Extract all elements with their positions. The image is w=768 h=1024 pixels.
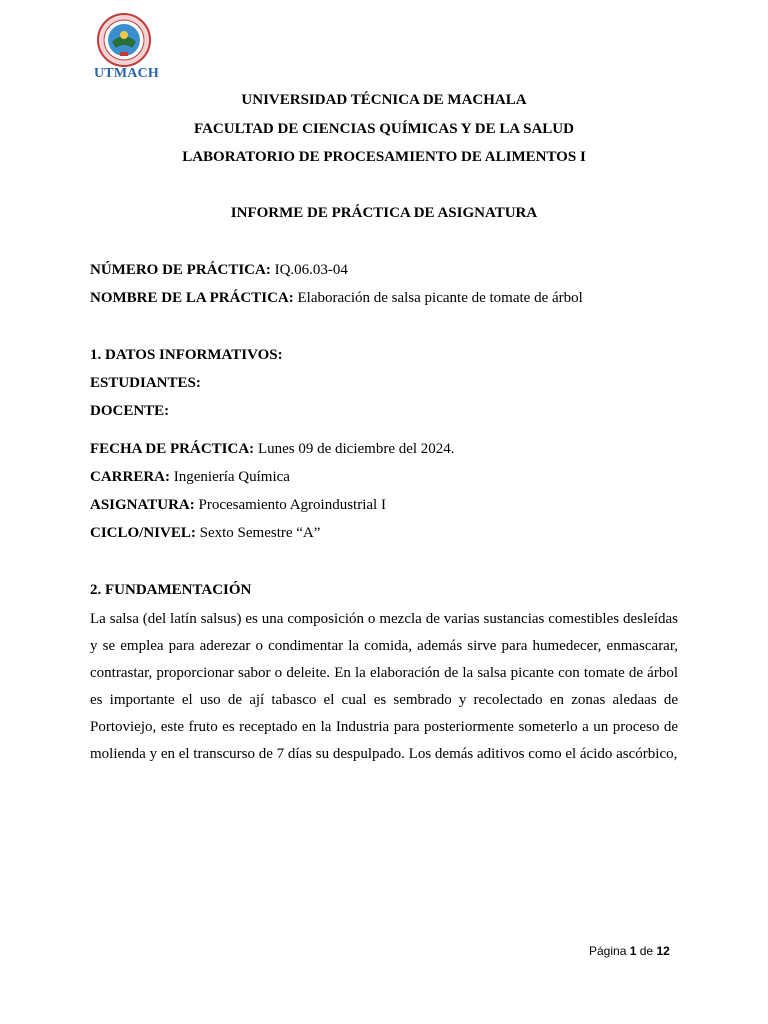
- subject: [90, 497, 386, 514]
- university-name: UNIVERSIDAD TÉCNICA DE MACHALA: [241, 92, 527, 108]
- practice-number-value: IQ.06.03-04: [270, 262, 348, 278]
- practice-number-label: NÚMERO DE PRÁCTICA:: [90, 262, 271, 278]
- career-value: Ingeniería Química: [170, 469, 290, 485]
- practice-number: [90, 262, 348, 279]
- fundamentation-paragraph: [90, 606, 678, 768]
- page-word: Página: [589, 944, 627, 958]
- subject-label: ASIGNATURA:: [90, 497, 195, 513]
- paragraph-line: molienda y en el transcurso de 7 días su despulpado. Los demás aditivos como el ácido ascórbico,: [90, 746, 678, 762]
- section-2-heading: 2. FUNDAMENTACIÓN: [90, 582, 252, 598]
- cycle-level: [90, 525, 320, 542]
- logo-text: UTMACH: [94, 66, 159, 81]
- practice-date: [90, 441, 455, 458]
- report-title: INFORME DE PRÁCTICA DE ASIGNATURA: [230, 205, 538, 221]
- current-page: 1: [629, 944, 637, 958]
- paragraph-line: contrastar, proporcionar sabor o deleite. En la elaboración de la salsa picante con tomate de árbol: [90, 665, 678, 681]
- students-label: ESTUDIANTES:: [90, 375, 201, 391]
- career: [90, 469, 290, 486]
- practice-name: [90, 290, 583, 307]
- paragraph-line: Portoviejo, este fruto es receptado en la Industria para posteriormente someterlo a un proceso de: [90, 719, 678, 735]
- cycle-value: Sexto Semestre “A”: [195, 525, 321, 541]
- practice-date-label: FECHA DE PRÁCTICA:: [90, 441, 255, 457]
- subject-value: Procesamiento Agroindustrial I: [194, 497, 386, 513]
- practice-name-value: Elaboración de salsa picante de tomate de árbol: [293, 290, 583, 306]
- total-pages: 12: [656, 944, 670, 958]
- career-label: CARRERA:: [90, 469, 170, 485]
- practice-name-label: NOMBRE DE LA PRÁCTICA:: [90, 290, 294, 306]
- section-1-heading: 1. DATOS INFORMATIVOS:: [90, 347, 283, 363]
- faculty-name: FACULTAD DE CIENCIAS QUÍMICAS Y DE LA SALUD: [194, 121, 574, 137]
- practice-date-value: Lunes 09 de diciembre del 2024.: [254, 441, 455, 457]
- page-number: [589, 944, 670, 958]
- of-word: de: [639, 944, 654, 958]
- paragraph-line: La salsa (del latín salsus) es una composición o mezcla de varias sustancias comestibles desleídas: [90, 611, 678, 627]
- cycle-label: CICLO/NIVEL:: [90, 525, 196, 541]
- paragraph-line: y se emplea para aderezar o condimentar la comida, además sirve para humedecer, enmascarar,: [90, 638, 678, 654]
- paragraph-line: es importante el uso de ají tabasco el cual es sembrado y recolectado en zonas aledaas de: [90, 692, 678, 708]
- lab-name: LABORATORIO DE PROCESAMIENTO DE ALIMENTOS I: [182, 149, 586, 165]
- teacher-label: DOCENTE:: [90, 403, 170, 419]
